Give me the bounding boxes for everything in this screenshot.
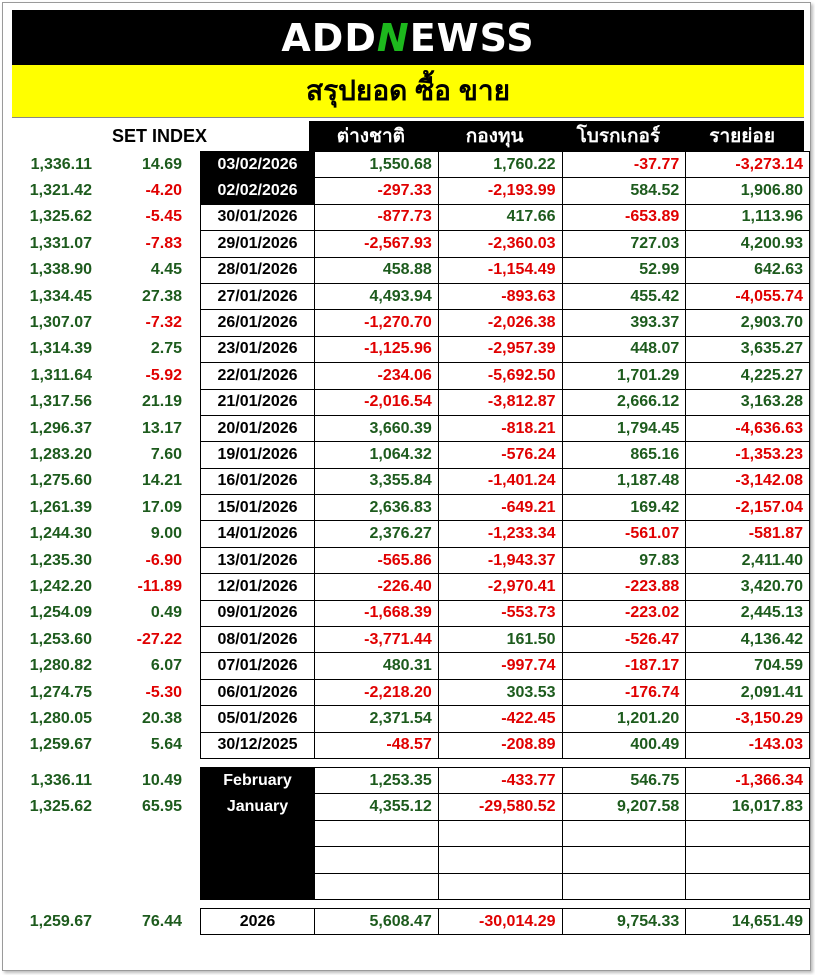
spacer	[188, 600, 201, 626]
value-retail: 2,445.13	[686, 600, 810, 626]
section-gap	[12, 758, 810, 767]
set-index-value: 1,325.62	[29, 798, 92, 816]
value-foreign: -1,270.70	[315, 310, 439, 336]
value-broker: 393.37	[562, 310, 686, 336]
value-broker	[562, 847, 686, 873]
value-broker: -526.47	[562, 627, 686, 653]
set-index-value: 1,280.82	[29, 657, 92, 675]
row-label: 23/01/2026	[201, 336, 315, 362]
value-broker: -223.88	[562, 574, 686, 600]
gap-cell	[12, 758, 810, 767]
daily-row	[12, 706, 810, 732]
title-bar	[12, 65, 804, 118]
set-index-change	[98, 847, 188, 873]
spacer	[188, 706, 201, 732]
value-foreign: -48.57	[315, 732, 439, 758]
value-broker: 1,701.29	[562, 363, 686, 389]
value-fund: -3,812.87	[438, 389, 562, 415]
row-label: 28/01/2026	[201, 257, 315, 283]
value-fund: -29,580.52	[438, 794, 562, 820]
value-fund: -2,970.41	[438, 574, 562, 600]
row-label: 27/01/2026	[201, 283, 315, 309]
set-index-change	[98, 873, 188, 899]
value-retail: -581.87	[686, 521, 810, 547]
set-index-change: 20.38	[141, 709, 182, 727]
spacer	[188, 310, 201, 336]
spacer	[188, 873, 201, 899]
set-index-change: 13.17	[141, 419, 182, 437]
spacer	[188, 389, 201, 415]
value-foreign: -1,668.39	[315, 600, 439, 626]
value-fund: -5,692.50	[438, 363, 562, 389]
set-index-value: 1,296.37	[29, 419, 92, 437]
spacer	[188, 574, 201, 600]
value-broker: 448.07	[562, 336, 686, 362]
spacer	[188, 468, 201, 494]
spacer	[188, 653, 201, 679]
spacer	[188, 679, 201, 705]
daily-row	[12, 283, 810, 309]
row-label: 30/12/2025	[201, 732, 315, 758]
logo-text-add: ADD	[281, 15, 377, 60]
set-index-change: 14.21	[141, 472, 182, 490]
value-broker: 400.49	[562, 732, 686, 758]
set-index-value: 1,307.07	[29, 314, 92, 332]
set-index-change: 21.19	[141, 393, 182, 411]
value-foreign: 4,493.94	[315, 283, 439, 309]
value-foreign: 2,371.54	[315, 706, 439, 732]
value-broker: 52.99	[562, 257, 686, 283]
value-fund: -893.63	[438, 283, 562, 309]
value-foreign: -2,016.54	[315, 389, 439, 415]
value-fund: -2,026.38	[438, 310, 562, 336]
value-retail: 1,906.80	[686, 178, 810, 204]
value-foreign: 1,064.32	[315, 442, 439, 468]
set-index-change: -27.22	[136, 630, 182, 648]
daily-row	[12, 574, 810, 600]
daily-row	[12, 363, 810, 389]
set-index-change: 5.64	[150, 736, 182, 754]
value-foreign: -234.06	[315, 363, 439, 389]
value-broker: -223.02	[562, 600, 686, 626]
set-index-value: 1,242.20	[29, 577, 92, 595]
set-index-value: 1,331.07	[29, 234, 92, 252]
value-foreign: 2,376.27	[315, 521, 439, 547]
daily-row	[12, 204, 810, 230]
value-fund: 303.53	[438, 679, 562, 705]
value-broker: 1,794.45	[562, 415, 686, 441]
col-header-retail: รายย่อย	[709, 126, 775, 147]
daily-row	[12, 732, 810, 758]
row-label: 03/02/2026	[201, 152, 315, 178]
row-label: January	[201, 794, 315, 820]
daily-row	[12, 310, 810, 336]
set-index-value: 1,311.64	[30, 366, 92, 384]
value-retail: -4,055.74	[686, 283, 810, 309]
set-index-change: 10.49	[141, 771, 182, 789]
set-index-change: 17.09	[141, 498, 182, 516]
value-foreign	[315, 847, 439, 873]
value-retail: -143.03	[686, 732, 810, 758]
set-index-value: 1,244.30	[29, 525, 92, 543]
value-retail: 16,017.83	[686, 794, 810, 820]
daily-row	[12, 627, 810, 653]
value-retail: 704.59	[686, 653, 810, 679]
value-fund: -818.21	[438, 415, 562, 441]
set-index-change: 14.69	[141, 155, 182, 173]
value-retail: -3,150.29	[686, 706, 810, 732]
value-fund: -553.73	[438, 600, 562, 626]
value-broker: 455.42	[562, 283, 686, 309]
set-index-value: 1,254.09	[29, 604, 92, 622]
set-index-value: 1,314.39	[29, 340, 92, 358]
set-index-value	[12, 873, 98, 899]
set-index-value: 1,336.11	[30, 155, 92, 173]
set-index-change: -7.32	[145, 314, 182, 332]
value-retail: 1,113.96	[686, 204, 810, 230]
row-label	[201, 820, 315, 846]
spacer	[188, 283, 201, 309]
row-label: 29/01/2026	[201, 231, 315, 257]
spacer	[188, 231, 201, 257]
value-retail: -3,273.14	[686, 152, 810, 178]
set-index-value: 1,334.45	[29, 287, 92, 305]
value-fund: -1,943.37	[438, 547, 562, 573]
set-index-change: 6.07	[150, 657, 182, 675]
empty-month-row	[12, 820, 810, 846]
spacer	[188, 257, 201, 283]
spacer	[188, 767, 201, 793]
row-label: 20/01/2026	[201, 415, 315, 441]
column-headers	[309, 121, 804, 151]
value-retail: -4,636.63	[686, 415, 810, 441]
value-retail: 4,200.93	[686, 231, 810, 257]
value-fund: -1,401.24	[438, 468, 562, 494]
value-retail: -1,366.34	[686, 767, 810, 793]
value-fund	[438, 847, 562, 873]
spacer	[188, 363, 201, 389]
set-index-value: 1,261.39	[29, 498, 92, 516]
value-foreign: 458.88	[315, 257, 439, 283]
value-broker: 865.16	[562, 442, 686, 468]
spacer	[188, 178, 201, 204]
value-broker: -37.77	[562, 152, 686, 178]
value-retail	[686, 847, 810, 873]
set-index-change: 27.38	[141, 287, 182, 305]
empty-month-row	[12, 847, 810, 873]
set-index-value: 1,325.62	[29, 208, 92, 226]
value-fund: -997.74	[438, 653, 562, 679]
addnewss-logo	[281, 16, 534, 60]
value-foreign: 3,355.84	[315, 468, 439, 494]
set-index-change: 0.49	[150, 604, 182, 622]
set-index-value	[12, 820, 98, 846]
col-header-fund: กองทุน	[465, 126, 524, 147]
spacer	[188, 442, 201, 468]
value-foreign: -3,771.44	[315, 627, 439, 653]
value-broker	[562, 873, 686, 899]
set-index-value: 1,235.30	[29, 551, 92, 569]
row-label: 22/01/2026	[201, 363, 315, 389]
row-label: 05/01/2026	[201, 706, 315, 732]
section-gap	[12, 899, 810, 908]
row-label: 02/02/2026	[201, 178, 315, 204]
set-index-value: 1,253.60	[29, 630, 92, 648]
value-foreign: 1,550.68	[315, 152, 439, 178]
value-fund	[438, 873, 562, 899]
page-title: สรุปยอด ซื้อ ขาย	[306, 75, 510, 106]
spacer	[188, 495, 201, 521]
value-foreign: -1,125.96	[315, 336, 439, 362]
set-index-value: 1,280.05	[29, 709, 92, 727]
row-label: 08/01/2026	[201, 627, 315, 653]
value-foreign: -877.73	[315, 204, 439, 230]
logo-text-ewss: EWSS	[409, 15, 535, 60]
row-label	[201, 873, 315, 899]
value-broker: 1,187.48	[562, 468, 686, 494]
value-foreign: 5,608.47	[315, 908, 439, 934]
set-index-change: -4.20	[145, 182, 182, 200]
value-retail: -1,353.23	[686, 442, 810, 468]
value-broker: 727.03	[562, 231, 686, 257]
set-index-change: 76.44	[141, 912, 182, 930]
set-index-value: 1,274.75	[29, 683, 92, 701]
value-broker: 169.42	[562, 495, 686, 521]
spacer	[188, 908, 201, 934]
set-index-change: -11.89	[137, 577, 182, 595]
daily-row	[12, 468, 810, 494]
daily-row	[12, 257, 810, 283]
value-broker: 2,666.12	[562, 389, 686, 415]
col-header-foreign: ต่างชาติ	[336, 126, 405, 147]
value-foreign: -565.86	[315, 547, 439, 573]
value-fund: -208.89	[438, 732, 562, 758]
set-index-change: -5.45	[145, 208, 182, 226]
value-foreign: 480.31	[315, 653, 439, 679]
spacer	[188, 521, 201, 547]
set-index-value: 1,259.67	[29, 736, 92, 754]
set-index-change: 2.75	[150, 340, 182, 358]
spacer	[188, 547, 201, 573]
value-retail: 3,635.27	[686, 336, 810, 362]
value-fund: -2,360.03	[438, 231, 562, 257]
row-label: 15/01/2026	[201, 495, 315, 521]
row-label: February	[201, 767, 315, 793]
row-label: 19/01/2026	[201, 442, 315, 468]
gap-cell	[12, 899, 810, 908]
spacer	[188, 820, 201, 846]
value-broker: 9,754.33	[562, 908, 686, 934]
value-fund: -433.77	[438, 767, 562, 793]
value-retail: -2,157.04	[686, 495, 810, 521]
summary-table-body	[12, 152, 810, 935]
spacer	[188, 415, 201, 441]
value-foreign: -297.33	[315, 178, 439, 204]
set-index-change: 9.00	[150, 525, 182, 543]
summary-table	[12, 151, 810, 935]
set-index-change: -5.30	[145, 683, 182, 701]
value-broker: 97.83	[562, 547, 686, 573]
value-fund: -2,193.99	[438, 178, 562, 204]
value-broker: -561.07	[562, 521, 686, 547]
value-retail: 3,163.28	[686, 389, 810, 415]
value-foreign: -2,218.20	[315, 679, 439, 705]
daily-row	[12, 653, 810, 679]
set-index-change: 4.45	[150, 261, 182, 279]
value-fund	[438, 820, 562, 846]
value-foreign: 2,636.83	[315, 495, 439, 521]
value-fund: -576.24	[438, 442, 562, 468]
value-fund: -422.45	[438, 706, 562, 732]
daily-row	[12, 679, 810, 705]
value-retail: -3,142.08	[686, 468, 810, 494]
row-label: 07/01/2026	[201, 653, 315, 679]
spacer	[188, 627, 201, 653]
value-foreign: 1,253.35	[315, 767, 439, 793]
value-foreign: 3,660.39	[315, 415, 439, 441]
value-retail: 642.63	[686, 257, 810, 283]
set-index-value: 1,321.42	[29, 182, 92, 200]
value-foreign: -226.40	[315, 574, 439, 600]
row-label: 14/01/2026	[201, 521, 315, 547]
value-foreign: 4,355.12	[315, 794, 439, 820]
set-index-change	[98, 820, 188, 846]
empty-month-row	[12, 873, 810, 899]
value-retail: 2,091.41	[686, 679, 810, 705]
value-fund: -30,014.29	[438, 908, 562, 934]
spacer	[188, 794, 201, 820]
value-foreign	[315, 820, 439, 846]
daily-row	[12, 152, 810, 178]
value-broker	[562, 820, 686, 846]
value-fund: -649.21	[438, 495, 562, 521]
daily-row	[12, 521, 810, 547]
row-label: 09/01/2026	[201, 600, 315, 626]
spacer	[188, 847, 201, 873]
value-fund: 161.50	[438, 627, 562, 653]
value-fund: -2,957.39	[438, 336, 562, 362]
value-broker: 9,207.58	[562, 794, 686, 820]
value-broker: 1,201.20	[562, 706, 686, 732]
set-index-change: 65.95	[141, 798, 182, 816]
spacer	[188, 204, 201, 230]
row-label: 06/01/2026	[201, 679, 315, 705]
set-index-change: 7.60	[150, 445, 182, 463]
row-label: 26/01/2026	[201, 310, 315, 336]
row-label: 12/01/2026	[201, 574, 315, 600]
value-retail: 2,411.40	[686, 547, 810, 573]
monthly-row	[12, 794, 810, 820]
set-index-value: 1,317.56	[29, 393, 92, 411]
daily-row	[12, 336, 810, 362]
row-label: 30/01/2026	[201, 204, 315, 230]
value-retail	[686, 873, 810, 899]
logo-bar	[12, 10, 804, 65]
set-index-value: 1,336.11	[30, 771, 92, 789]
spacer	[188, 152, 201, 178]
logo-text-n: N	[376, 15, 410, 60]
daily-row	[12, 389, 810, 415]
row-label: 2026	[201, 908, 315, 934]
set-index-value: 1,283.20	[29, 445, 92, 463]
value-fund: 1,760.22	[438, 152, 562, 178]
daily-row	[12, 231, 810, 257]
value-broker: 546.75	[562, 767, 686, 793]
spacer	[188, 336, 201, 362]
row-label: 16/01/2026	[201, 468, 315, 494]
set-index-value	[12, 847, 98, 873]
daily-row	[12, 600, 810, 626]
value-broker: -187.17	[562, 653, 686, 679]
set-index-value: 1,338.90	[29, 261, 92, 279]
row-label: 13/01/2026	[201, 547, 315, 573]
daily-row	[12, 547, 810, 573]
value-retail: 4,225.27	[686, 363, 810, 389]
value-broker: 584.52	[562, 178, 686, 204]
value-foreign: -2,567.93	[315, 231, 439, 257]
value-fund: -1,233.34	[438, 521, 562, 547]
daily-row	[12, 178, 810, 204]
value-fund: 417.66	[438, 204, 562, 230]
spacer	[188, 732, 201, 758]
value-retail	[686, 820, 810, 846]
value-fund: -1,154.49	[438, 257, 562, 283]
set-index-change: -7.83	[145, 234, 182, 252]
set-index-header: SET INDEX	[111, 125, 208, 146]
value-retail: 3,420.70	[686, 574, 810, 600]
value-retail: 14,651.49	[686, 908, 810, 934]
daily-row	[12, 442, 810, 468]
value-foreign	[315, 873, 439, 899]
daily-row	[12, 495, 810, 521]
row-label	[201, 847, 315, 873]
value-broker: -176.74	[562, 679, 686, 705]
set-index-change: -6.90	[145, 551, 182, 569]
value-broker: -653.89	[562, 204, 686, 230]
row-label: 21/01/2026	[201, 389, 315, 415]
daily-row	[12, 415, 810, 441]
monthly-row	[12, 767, 810, 793]
value-retail: 2,903.70	[686, 310, 810, 336]
set-index-change: -5.92	[145, 366, 182, 384]
yearly-row	[12, 908, 810, 934]
set-index-value: 1,259.67	[29, 912, 92, 930]
col-header-broker: โบรกเกอร์	[576, 126, 661, 147]
value-retail: 4,136.42	[686, 627, 810, 653]
set-index-value: 1,275.60	[29, 472, 92, 490]
